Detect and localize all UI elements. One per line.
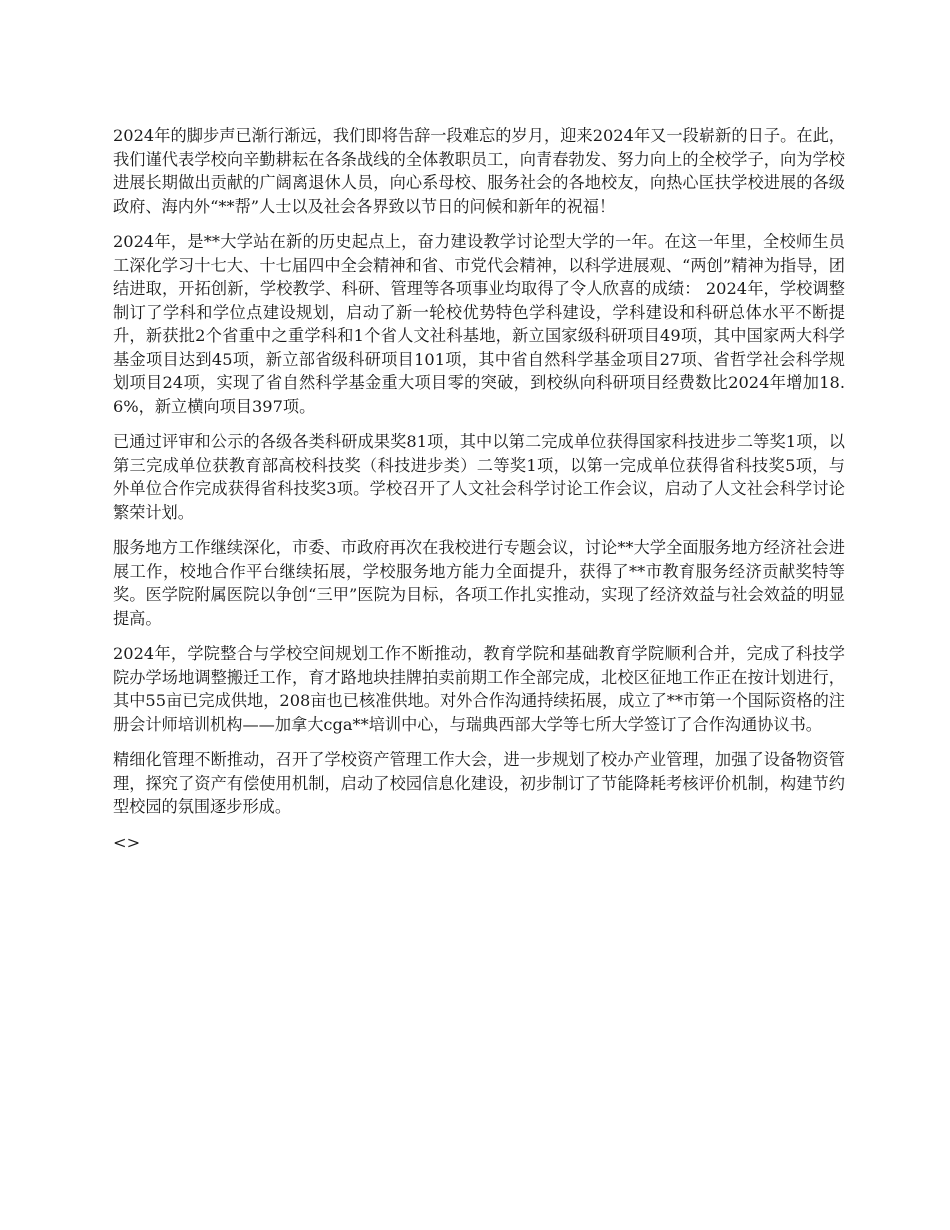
paragraph-3: 已通过评审和公示的各级各类科研成果奖81项，其中以第二完成单位获得国家科技进步二等奖1项，以第三完成单位获教育部高校科技奖（科技进步类）二等奖1项，以第一完成单位获得省科技奖5项，与外单位合作完成获得省科技奖3项。学校召开了人文社会科学讨论工作会议，启动了人文社会科学讨论繁荣计划。 xyxy=(113,432,845,522)
paragraph-5: 2024年，学院整合与学校空间规划工作不断推动，教育学院和基础教育学院顺利合并，完成了科技学院办学场地调整搬迁工作，育才路地块挂牌拍卖前期工作全部完成，北校区征地工作正在按计划进行，其中55亩已完成供地，208亩也已核准供地。对外合作沟通持续拓展，成立了**市第一个国际资格的注册会计师培训机构——加拿大cga**培训中心，与瑞典西部大学等七所大学签订了合作沟通协议书。 xyxy=(113,644,845,734)
paragraph-2: 2024年，是**大学站在新的历史起点上，奋力建设教学讨论型大学的一年。在这一年里，全校师生员工深化学习十七大、十七届四中全会精神和省、市党代会精神，以科学进展观、“两创”精神为指导，团结进取，开拓创新，学校教学、科研、管理等各项事业均取得了令人欣喜的成绩： 2024年，学校调整制订了学科和学位点建设规划，启动了新一轮校优势特色学科建设，学科建设和科研总体水平不断提升，新获批2个省重中之重学科和1个省人文社科基地，新立国家级科研项目49项，其中国家两大科学基金项目达到45项，新立部省级科研项目101项，其中省自然科学基金项目27项、省哲学社会科学规划项目24项，实现了省自然科学基金重大项目零的突破，到校纵向科研项目经费数比2024年增加18.6%，新立横向项目397项。 xyxy=(113,232,845,416)
paragraph-4: 服务地方工作继续深化，市委、市政府再次在我校进行专题会议，讨论**大学全面服务地方经济社会进展工作，校地合作平台继续拓展，学校服务地方能力全面提升，获得了**市教育服务经济贡献奖特等奖。医学院附属医院以争创“三甲”医院为目标，各项工作扎实推动，实现了经济效益与社会效益的明显提高。 xyxy=(113,538,845,628)
paragraph-6: 精细化管理不断推动，召开了学校资产管理工作大会，进一步规划了校办产业管理，加强了设备物资管理，探究了资产有偿使用机制，启动了校园信息化建设，初步制订了节能降耗考核评价机制，构建节约型校园的氛围逐步形成。 xyxy=(113,750,845,816)
paragraph-1: 2024年的脚步声已渐行渐远，我们即将告辞一段难忘的岁月，迎来2024年又一段崭新的日子。在此，我们谨代表学校向辛勤耕耘在各条战线的全体教职员工，向青春勃发、努力向上的全校学子，向为学校进展长期做出贡献的广阔离退休人员，向心系母校、服务社会的各地校友，向热心匡扶学校进展的各级政府、海内外“**帮”人士以及社会各界致以节日的问候和新年的祝福！ xyxy=(113,126,845,216)
trailing-marker: <> xyxy=(113,832,141,852)
document-body xyxy=(113,124,845,866)
